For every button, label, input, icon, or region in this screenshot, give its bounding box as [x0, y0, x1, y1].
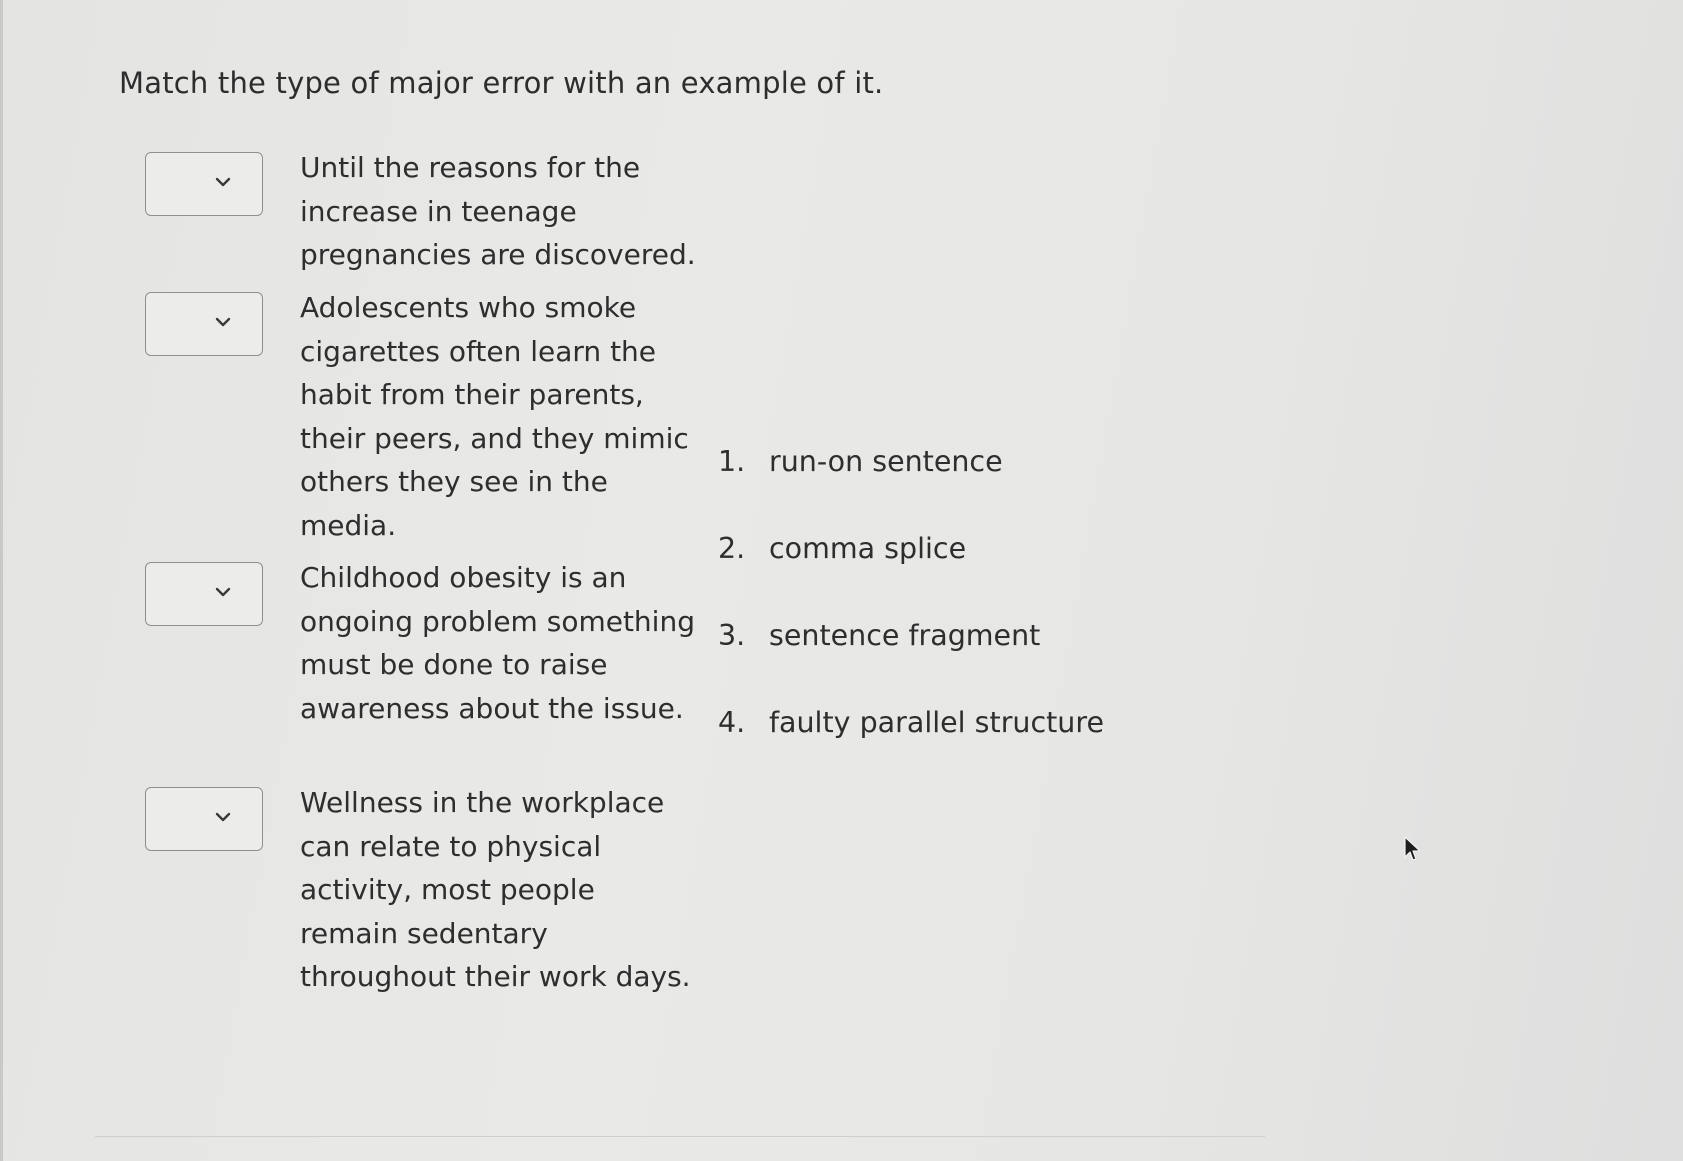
window-edge: [0, 0, 3, 1161]
answer-choice-4: [718, 703, 1104, 790]
answer-number: 4.: [718, 706, 746, 739]
answer-number: 1.: [718, 445, 746, 478]
match-item-2: [145, 286, 705, 556]
mouse-pointer-icon: [1403, 835, 1423, 865]
answer-number: 2.: [718, 532, 746, 565]
answer-label: run-on sentence: [769, 445, 1003, 478]
chevron-down-icon: [214, 810, 232, 824]
answer-choice-1: [718, 442, 1104, 529]
answer-choices-list: [718, 442, 1104, 790]
section-divider: [95, 1136, 1265, 1137]
answer-label: faulty parallel structure: [769, 706, 1105, 739]
example-text-3: Childhood obesity is an ongoing problem something must be done to raise awareness about the issue.: [300, 561, 695, 725]
answer-number: 3.: [718, 619, 746, 652]
match-item-4: [145, 781, 705, 1051]
answer-choice-3: [718, 616, 1104, 703]
example-text-4: Wellness in the workplace can relate to physical activity, most people remain sedentary throughout their work days.: [300, 786, 691, 993]
match-item-3: [145, 556, 705, 781]
chevron-down-icon: [214, 315, 232, 329]
question-prompt: Match the type of major error with an example of it.: [119, 66, 884, 100]
answer-label: sentence fragment: [769, 619, 1041, 652]
answer-dropdown-2[interactable]: [145, 292, 263, 356]
answer-dropdown-1[interactable]: [145, 152, 263, 216]
answer-dropdown-3[interactable]: [145, 562, 263, 626]
answer-label: comma splice: [769, 532, 967, 565]
answer-choice-2: [718, 529, 1104, 616]
match-item-1: [145, 146, 705, 286]
example-text-2: Adolescents who smoke cigarettes often learn the habit from their parents, their peers, and they mimic others they see in the media.: [300, 291, 689, 542]
example-text-1: Until the reasons for the increase in teenage pregnancies are discovered.: [300, 151, 696, 271]
chevron-down-icon: [214, 585, 232, 599]
chevron-down-icon: [214, 175, 232, 189]
answer-dropdown-4[interactable]: [145, 787, 263, 851]
